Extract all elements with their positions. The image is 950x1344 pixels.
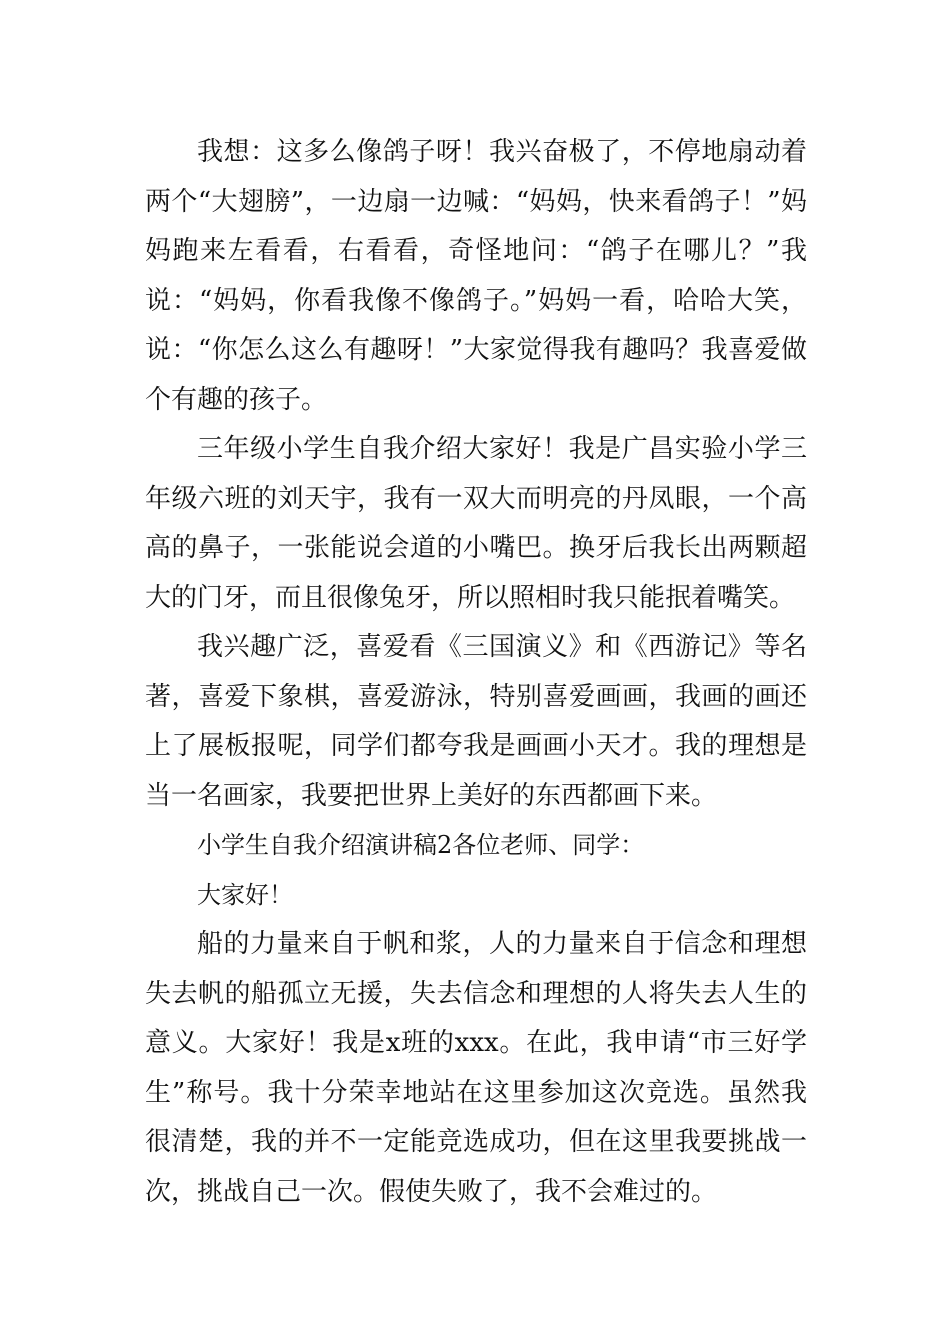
paragraph-pigeon-story: 我想：这多么像鸽子呀！我兴奋极了，不停地扇动着两个“大翅膀”，一边扇一边喊：“妈妈，快来看鸽子！”妈妈跑来左看看，右看看，奇怪地问：“鸽子在哪儿？”我说：“妈妈，你看我像不像鸽子。”妈妈一看，哈哈大笑，说：“你怎么这么有趣呀！”大家觉得我有趣吗？我喜爱做个有趣的孩子。: [145, 137, 807, 415]
document-body: [145, 128, 807, 1217]
paragraph-speech-heading: 小学生自我介绍演讲稿2各位老师、同学：: [197, 831, 645, 859]
paragraph-campaign-speech: 船的力量来自于帆和浆，人的力量来自于信念和理想失去帆的船孤立无援，失去信念和理想的人将失去人生的意义。大家好！我是x班的xxx。在此，我申请“市三好学生”称号。我十分荣幸地站在这里参加这次竞选。虽然我很清楚，我的并不一定能竞选成功，但在这里我要挑战一次，挑战自己一次。假使失败了，我不会难过的。: [145, 929, 807, 1207]
paragraph-greeting: 大家好！: [197, 880, 293, 909]
paragraph-self-introduction: 三年级小学生自我介绍大家好！我是广昌实验小学三年级六班的刘天宇，我有一双大而明亮的丹凤眼，一个高高的鼻子，一张能说会道的小嘴巴。换牙后我长出两颗超大的门牙，而且很像兔牙，所以照相时我只能抿着嘴笑。: [145, 434, 807, 613]
paragraph-hobbies: 我兴趣广泛，喜爱看《三国演义》和《西游记》等名著，喜爱下象棋，喜爱游泳，特别喜爱画画，我画的画还上了展板报呢，同学们都夸我是画画小天才。我的理想是当一名画家，我要把世界上美好的东西都画下来。: [145, 632, 807, 811]
